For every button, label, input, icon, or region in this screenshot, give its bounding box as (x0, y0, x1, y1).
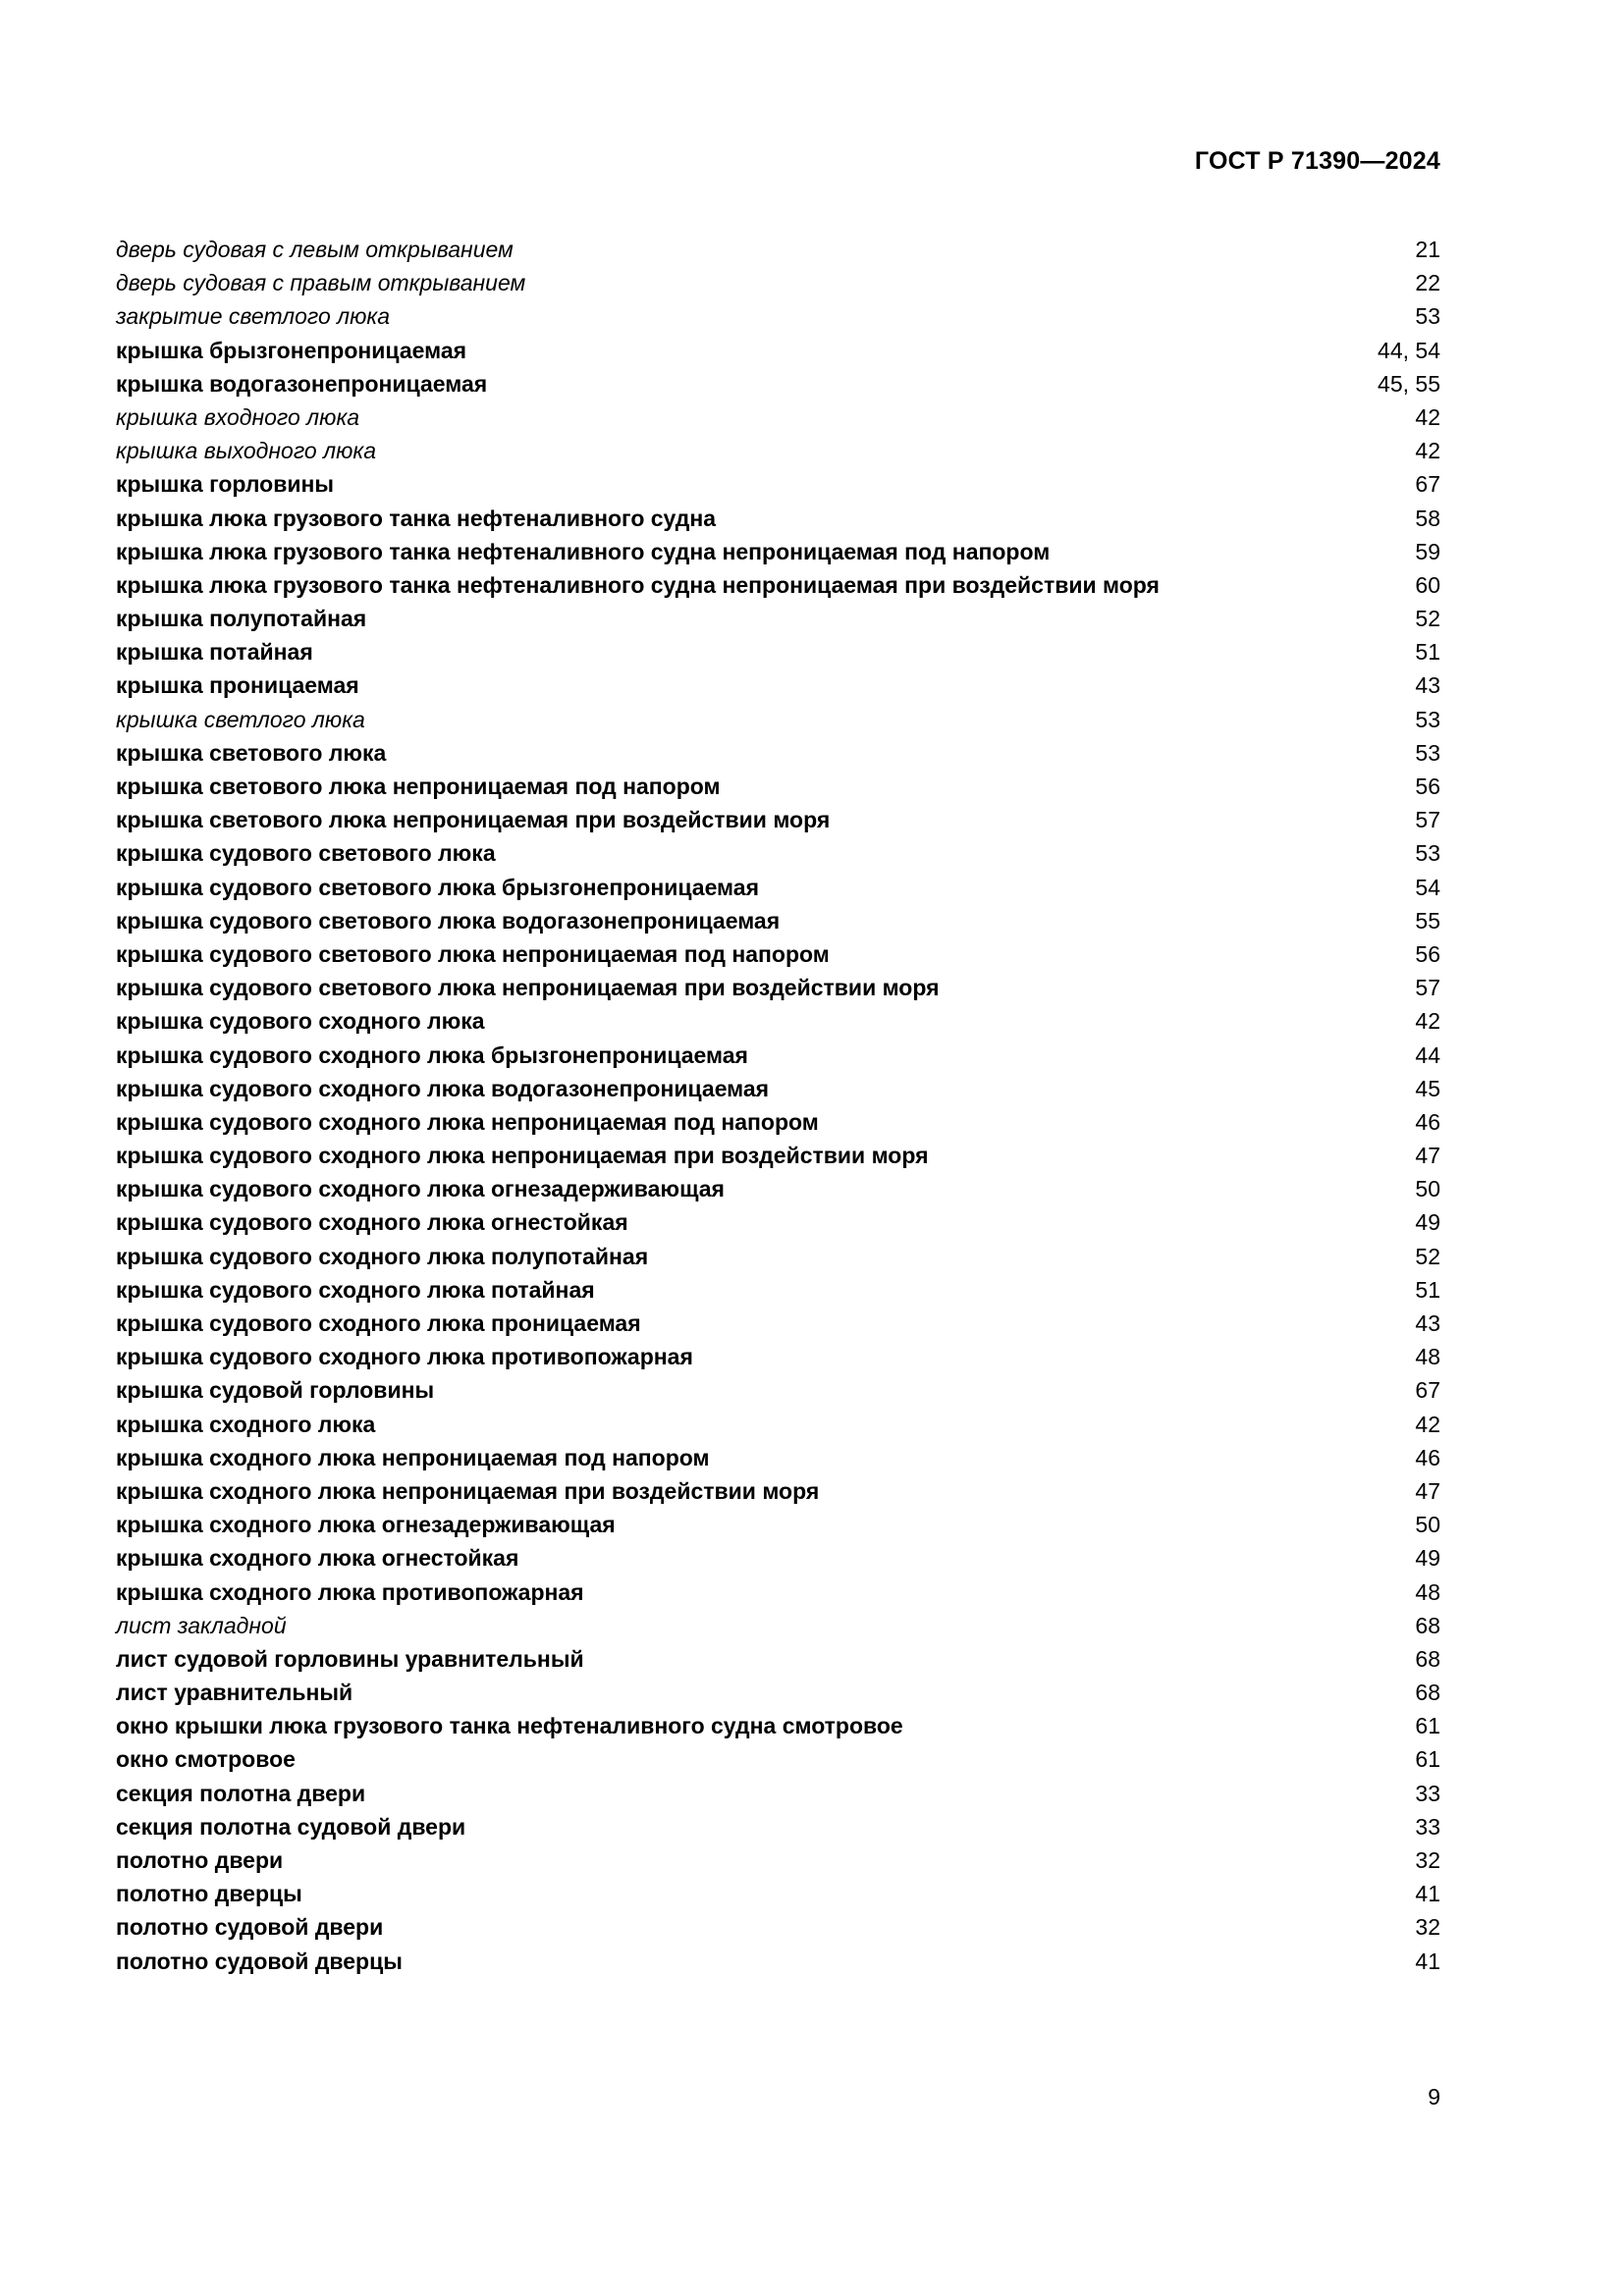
index-term: крышка сходного люка (116, 1411, 376, 1437)
index-term: крышка сходного люка непроницаемая под напором (116, 1444, 710, 1470)
index-term: крышка судового светового люка брызгонепроницаемая (116, 874, 759, 900)
index-term: крышка полупотайная (116, 606, 367, 632)
index-term: дверь судовая с левым открыванием (116, 237, 514, 262)
index-page-ref: 41 (1415, 1881, 1440, 1907)
index-term: крышка сходного люка непроницаемая при воздействии моря (116, 1477, 820, 1504)
index-term: крышка горловины (116, 471, 335, 498)
index-page-ref: 52 (1415, 1243, 1440, 1269)
index-entry (116, 1508, 1440, 1541)
index-term: крышка судового сходного люка потайная (116, 1276, 595, 1303)
index-term: крышка люка грузового танка нефтеналивного судна (116, 505, 717, 531)
index-page-ref: 57 (1415, 807, 1440, 833)
index-page-ref: 68 (1415, 1612, 1440, 1638)
index-page-ref: 53 (1415, 706, 1440, 732)
index-page-ref: 56 (1415, 940, 1440, 967)
index-page-ref: 32 (1415, 1914, 1440, 1941)
index-term: крышка судового сходного люка полупотайная (116, 1243, 649, 1269)
index-term: крышка судового сходного люка проницаемая (116, 1310, 641, 1336)
index-entry (116, 1945, 1440, 1978)
index-page-ref: 55 (1415, 907, 1440, 934)
index-term: полотно дверцы (116, 1881, 302, 1907)
index-entry (116, 434, 1440, 467)
index-page-ref: 45 (1415, 1075, 1440, 1101)
index-page-ref: 61 (1415, 1746, 1440, 1773)
index-page-ref: 67 (1415, 471, 1440, 498)
index-page-ref: 44 (1415, 1041, 1440, 1068)
index-entry (116, 1609, 1440, 1642)
index-entry (116, 1139, 1440, 1172)
index-term: крышка судового сходного люка брызгонепроницаемая (116, 1041, 748, 1068)
index-entry (116, 1039, 1440, 1072)
page-number: 9 (1428, 2084, 1440, 2109)
index-term: крышка выходного люка (116, 438, 377, 464)
index-term: окно смотровое (116, 1746, 296, 1773)
index-entry (116, 904, 1440, 937)
index-entry (116, 1172, 1440, 1205)
index-page-ref: 68 (1415, 1645, 1440, 1672)
index-entry (116, 1709, 1440, 1742)
index-page-ref: 53 (1415, 303, 1440, 330)
index-entry (116, 568, 1440, 602)
index-entry (116, 1810, 1440, 1843)
index-entry (116, 1541, 1440, 1575)
index-term: крышка судового светового люка непроницаемая при воздействии моря (116, 975, 940, 1001)
index-entry (116, 736, 1440, 770)
index-entry (116, 1307, 1440, 1340)
index-entry (116, 1205, 1440, 1239)
index-entry (116, 1777, 1440, 1810)
document-header: ГОСТ Р 71390—2024 (1194, 147, 1440, 175)
index-term: крышка сходного люка огнезадерживающая (116, 1512, 616, 1538)
index-page-ref: 44, 54 (1378, 337, 1440, 363)
index-entry (116, 1742, 1440, 1776)
index-term: крышка входного люка (116, 403, 360, 430)
index-term: крышка проницаемая (116, 672, 359, 699)
index-term: секция полотна двери (116, 1780, 366, 1806)
index-entry (116, 467, 1440, 501)
index-entry (116, 668, 1440, 702)
index-page-ref: 61 (1415, 1713, 1440, 1739)
index-page-ref: 47 (1415, 1477, 1440, 1504)
index-page-ref: 48 (1415, 1578, 1440, 1605)
index-page-ref: 46 (1415, 1108, 1440, 1135)
index-term: крышка судового сходного люка непроницаемая под напором (116, 1108, 819, 1135)
index-page-ref: 47 (1415, 1143, 1440, 1169)
index-page-ref: 32 (1415, 1847, 1440, 1873)
index-entry (116, 1240, 1440, 1273)
index-page-ref: 43 (1415, 1310, 1440, 1336)
index-entry (116, 971, 1440, 1004)
index-page-ref: 59 (1415, 538, 1440, 564)
index-term: крышка судового светового люка водогазонепроницаемая (116, 907, 781, 934)
index-page-ref: 49 (1415, 1545, 1440, 1572)
index-term: крышка светлого люка (116, 706, 365, 732)
index-entry (116, 1105, 1440, 1139)
index-page-ref: 53 (1415, 739, 1440, 766)
index-entry (116, 1340, 1440, 1373)
index-term: лист закладной (116, 1612, 287, 1638)
index-entry (116, 602, 1440, 635)
index-term: крышка потайная (116, 639, 313, 666)
index-entry (116, 937, 1440, 971)
index-term: крышка брызгонепроницаемая (116, 337, 467, 363)
index-page-ref: 60 (1415, 571, 1440, 598)
index-entry (116, 1575, 1440, 1609)
index-page-ref: 49 (1415, 1209, 1440, 1236)
index-page-ref: 48 (1415, 1344, 1440, 1370)
index-page-ref: 56 (1415, 774, 1440, 799)
index-term: крышка судового сходного люка водогазонепроницаемая (116, 1075, 770, 1101)
index-term: крышка судового сходного люка огнезадерживающая (116, 1176, 725, 1202)
index-entry (116, 334, 1440, 367)
term-index-list (116, 233, 1440, 1978)
index-page-ref: 57 (1415, 975, 1440, 1001)
index-term: лист уравнительный (116, 1680, 353, 1706)
index-term: крышка сходного люка противопожарная (116, 1578, 584, 1605)
index-entry (116, 1676, 1440, 1709)
index-entry (116, 1004, 1440, 1038)
index-page-ref: 51 (1415, 639, 1440, 666)
index-term: крышка светового люка непроницаемая под напором (116, 774, 721, 799)
index-term: крышка судового сходного люка (116, 1008, 485, 1035)
index-entry (116, 299, 1440, 333)
index-page-ref: 45, 55 (1378, 370, 1440, 397)
index-entry (116, 233, 1440, 266)
index-term: крышка судового сходного люка огнестойкая (116, 1209, 628, 1236)
index-entry (116, 1373, 1440, 1407)
index-page-ref: 42 (1415, 1008, 1440, 1035)
index-term: крышка люка грузового танка нефтеналивного судна непроницаемая при воздействии моря (116, 571, 1160, 598)
index-entry (116, 635, 1440, 668)
index-entry (116, 770, 1440, 803)
index-page-ref: 43 (1415, 672, 1440, 699)
index-page-ref: 54 (1415, 874, 1440, 900)
index-term: крышка судового сходного люка противопожарная (116, 1344, 693, 1370)
index-page-ref: 21 (1415, 237, 1440, 262)
index-page-ref: 67 (1415, 1377, 1440, 1404)
index-entry (116, 266, 1440, 299)
index-term: крышка сходного люка огнестойкая (116, 1545, 519, 1572)
index-term: крышка светового люка (116, 739, 387, 766)
index-entry (116, 1072, 1440, 1105)
index-entry (116, 871, 1440, 904)
index-term: лист судовой горловины уравнительный (116, 1645, 584, 1672)
index-term: закрытие светлого люка (116, 303, 391, 330)
index-page-ref: 46 (1415, 1444, 1440, 1470)
index-page-ref: 33 (1415, 1813, 1440, 1840)
index-term: окно крышки люка грузового танка нефтеналивного судна смотровое (116, 1713, 903, 1739)
index-page-ref: 50 (1415, 1176, 1440, 1202)
index-term: крышка водогазонепроницаемая (116, 370, 488, 397)
index-term: дверь судовая с правым открыванием (116, 270, 526, 296)
index-term: крышка светового люка непроницаемая при воздействии моря (116, 807, 831, 833)
index-page-ref: 41 (1415, 1948, 1440, 1974)
index-entry (116, 1910, 1440, 1944)
index-term: крышка судовой горловины (116, 1377, 435, 1404)
index-page-ref: 42 (1415, 438, 1440, 464)
index-page-ref: 42 (1415, 1411, 1440, 1437)
index-entry (116, 1474, 1440, 1508)
index-term: крышка судового светового люка (116, 840, 496, 867)
index-term: полотно судовой дверцы (116, 1948, 403, 1974)
index-entry (116, 1843, 1440, 1877)
index-page-ref: 58 (1415, 505, 1440, 531)
index-page-ref: 68 (1415, 1680, 1440, 1706)
index-term: полотно двери (116, 1847, 284, 1873)
index-entry (116, 1408, 1440, 1441)
index-entry (116, 803, 1440, 836)
index-entry (116, 1441, 1440, 1474)
index-page-ref: 42 (1415, 403, 1440, 430)
index-entry (116, 1642, 1440, 1676)
index-entry (116, 367, 1440, 400)
index-entry (116, 1877, 1440, 1910)
index-entry (116, 535, 1440, 568)
index-page-ref: 52 (1415, 606, 1440, 632)
index-entry (116, 1273, 1440, 1307)
index-page-ref: 53 (1415, 840, 1440, 867)
index-term: крышка судового светового люка непроницаемая под напором (116, 940, 830, 967)
index-term: крышка судового сходного люка непроницаемая при воздействии моря (116, 1143, 929, 1169)
index-page-ref: 50 (1415, 1512, 1440, 1538)
index-page-ref: 51 (1415, 1276, 1440, 1303)
index-page-ref: 33 (1415, 1780, 1440, 1806)
index-term: секция полотна судовой двери (116, 1813, 466, 1840)
index-entry (116, 400, 1440, 434)
index-term: полотно судовой двери (116, 1914, 384, 1941)
index-term: крышка люка грузового танка нефтеналивного судна непроницаемая под напором (116, 538, 1051, 564)
index-entry (116, 502, 1440, 535)
index-entry (116, 836, 1440, 870)
index-entry (116, 703, 1440, 736)
index-page-ref: 22 (1415, 270, 1440, 296)
